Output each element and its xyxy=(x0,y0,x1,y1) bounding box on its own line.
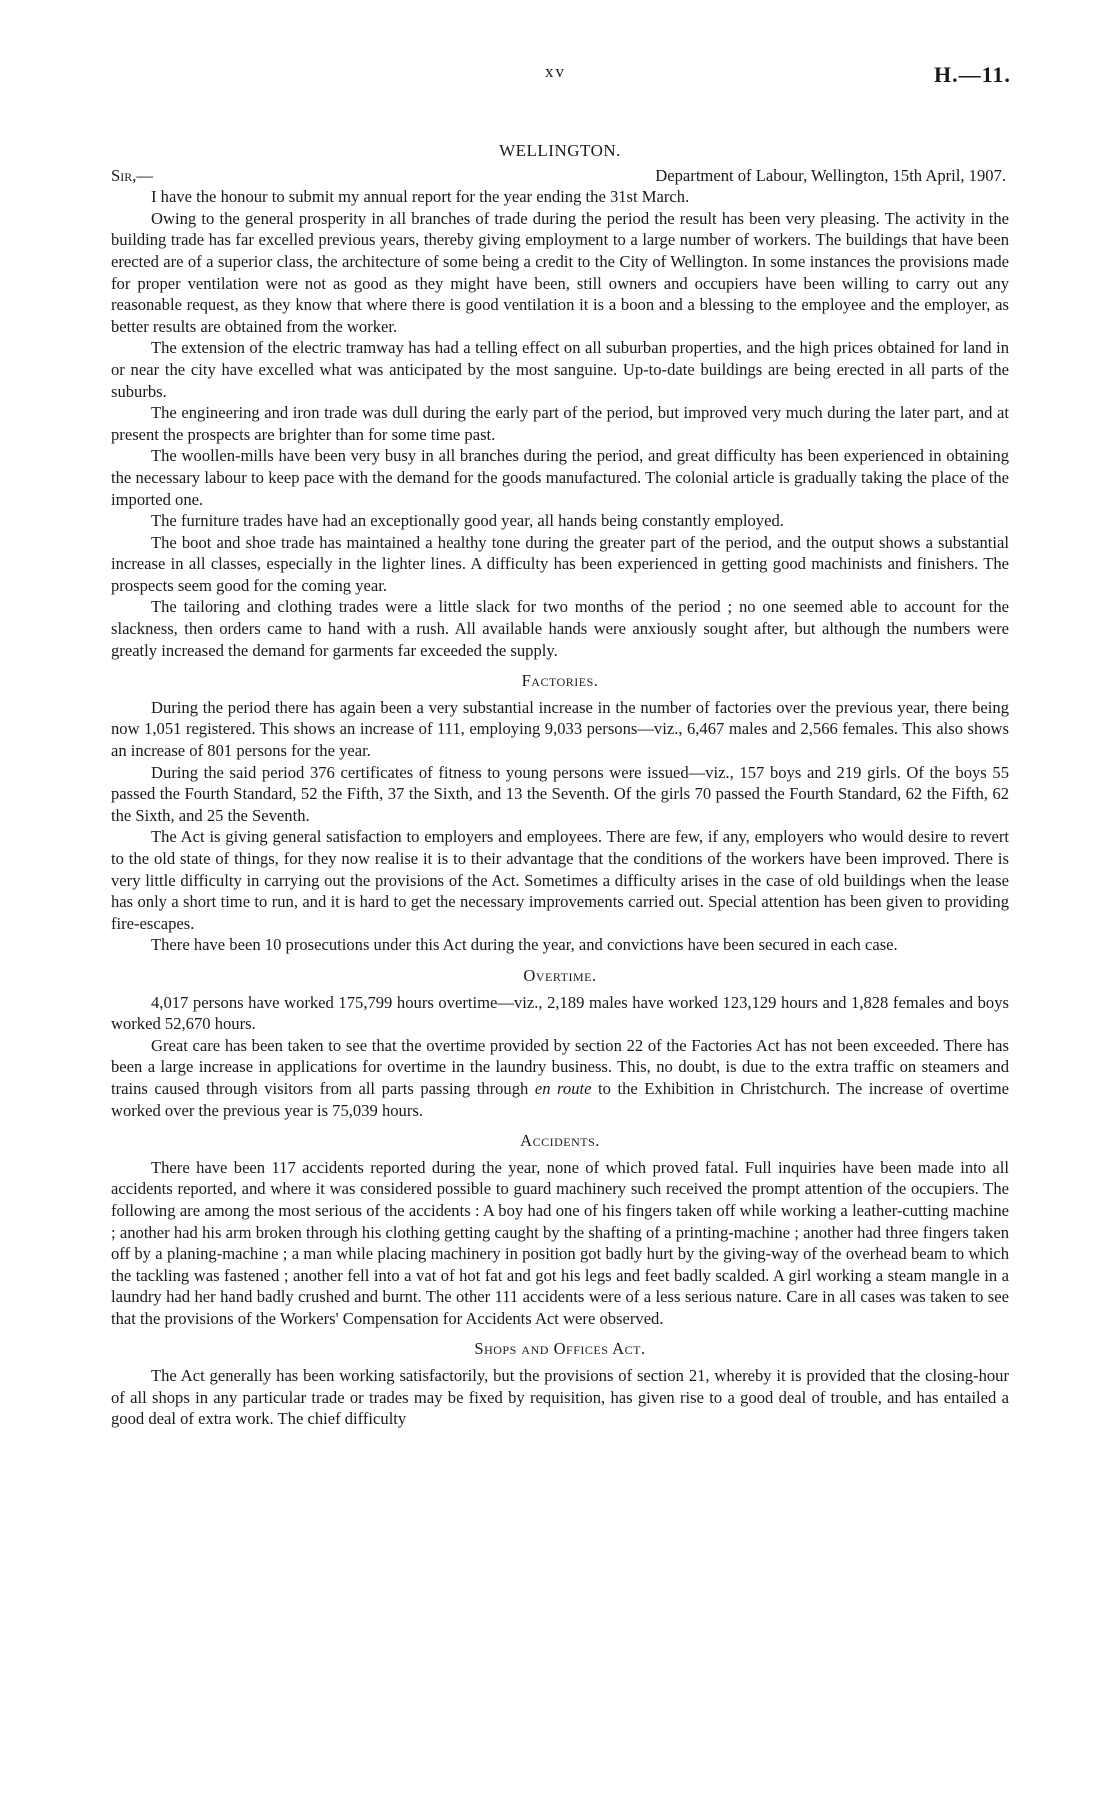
section-heading-accidents: Accidents. xyxy=(520,1131,600,1151)
paragraph-overtime-hours: 4,017 persons have worked 175,799 hours overtime—viz., 2,189 males have worked 123,129 hours and 1,828 females and boys worked 52,670 hours. xyxy=(111,992,1009,1034)
paragraph-tailoring: The tailoring and clothing trades were a little slack for two months of the period ; no one seemed able to account for the slackness, then orders came to hand with a rush. All available hands were anxiously sought after, but although the numbers were greatly increased the demand for garments far exceeded the supply. xyxy=(111,597,1009,660)
dateline: Department of Labour, Wellington, 15th April, 1907. xyxy=(655,165,1006,185)
section-heading-overtime: Overtime. xyxy=(523,965,597,985)
paragraph-accidents: There have been 117 accidents reported during the year, none of which proved fatal. Full inquiries have been made into all accidents reported, and where it was considered possible to guard machinery such received the prompt attention of the occupiers. The following are among the most serious of the accidents : A boy had one of his fingers taken off while working a leather-cutting machine ; another had his arm broken through his clothing getting caught by the shafting of a printing-machine ; another had three fingers taken off by a planing-machine ; a man while placing machinery in position got badly hurt by the giving-way of the overhead beam to which the tackling was fastened ; another fell into a vat of hot fat and got his legs and feet badly scalded. A girl working a steam mangle in a laundry had her hand badly crushed and burnt. The other 111 accidents were of a less serious nature. Care in all cases was taken to see that the provisions of the Workers' Compensation for Accidents Act were observed. xyxy=(111,1157,1009,1328)
paragraph-engineering: The engineering and iron trade was dull during the early part of the period, but improved very much during the later part, and at present the prospects are brighter than for some time past. xyxy=(111,403,1009,444)
salutation: Sir,— xyxy=(111,165,153,185)
paragraph-intro: I have the honour to submit my annual report for the year ending the 31st March. xyxy=(151,187,690,207)
report-body xyxy=(111,140,1009,1430)
paragraph-factories-registered: During the period there has again been a very substantial increase in the number of factories over the previous year, there being now 1,051 registered. This shows an increase of 111, employing 9,033 persons—viz., 6,467 males and 2,566 females. This also shows an increase of 801 persons for the year. xyxy=(111,697,1009,761)
paragraph-factories-act: The Act is giving general satisfaction to employers and employees. There are few, if any, employers who would desire to revert to the old state of things, for they now realise it is to their advantage that the conditions of the workers have been improved. There is very little difficulty in carrying out the provisions of the Act. Sometimes a difficulty arises in the case of old buildings when the lease has only a short time to run, and it is hard to get the necessary improvements carried out. Special attention has been given to providing fire-escapes. xyxy=(111,827,1009,933)
overtime-italic-phrase: en route xyxy=(534,1078,592,1098)
paragraph-overtime-care xyxy=(111,1035,1009,1121)
document-reference: H.—11. xyxy=(934,62,1011,87)
section-heading-factories: Factories. xyxy=(521,671,599,691)
paragraph-woollen-mills: The woollen-mills have been very busy in all branches during the period, and great difficulty has been experienced in obtaining the necessary labour to keep pace with the demand for the goods manufactured. The colonial article is gradually taking the place of the imported one. xyxy=(111,446,1009,509)
paragraph-factories-prosecutions: There have been 10 prosecutions under this Act during the year, and convictions have been secured in each case. xyxy=(151,935,898,955)
letter-city: WELLINGTON. xyxy=(499,141,621,160)
section-heading-shops-offices: Shops and Offices Act. xyxy=(474,1339,646,1359)
paragraph-factories-certificates: During the said period 376 certificates of fitness to young persons were issued—viz., 157 boys and 219 girls. Of the boys 55 passed the Fourth Standard, 52 the Fifth, 37 the Sixth, and 13 the Seventh. Of the girls 70 passed the Fourth Standard, 62 the Fifth, 62 the Sixth, and 25 the Seventh. xyxy=(111,762,1009,825)
paragraph-furniture: The furniture trades have had an exceptionally good year, all hands being constantly employed. xyxy=(151,511,784,531)
page-number: xv xyxy=(545,62,566,81)
letter-dateline-row xyxy=(111,165,1009,187)
paragraph-tramway: The extension of the electric tramway has had a telling effect on all suburban properties, and the high prices obtained for land in or near the city have excelled what was anticipated by the most sanguine. Up-to-date buildings are being erected in all parts of the suburbs. xyxy=(111,338,1009,401)
paragraph-building-trade: Owing to the general prosperity in all branches of trade during the period the result has been very pleasing. The activity in the building trade has far excelled previous years, thereby giving employment to a large number of workers. The buildings that have been erected are of a superior class, the architecture of some being a credit to the City of Wellington. In some instances the provisions made for proper ventilation were not as good as they might have been, still owners and occupiers have been willing to carry out any reasonable request, as they know that where there is good ventilation it is a boon and a blessing to the employee and the employer, as better results are obtained from the worker. xyxy=(111,208,1009,336)
overtime-text-before: Great care has been taken to see that the overtime provided by section 22 of the Factories Act has not been exceeded. There has been a large increase in applications for overtime in the laundry business. This, no doubt, is due to the extra traffic on steamers and trains caused through visitors from all parts passing through xyxy=(111,1035,1009,1098)
paragraph-shops-offices: The Act generally has been working satisfactorily, but the provisions of section 21, whereby it is provided that the closing-hour of all shops in any particular trade or trades may be fixed by requisition, has given rise to a good deal of trouble, and has entailed a good deal of extra work. The chief difficulty xyxy=(111,1366,1009,1429)
overtime-text-after: to the Exhibition in Christchurch. The increase of overtime worked over the previous year is 75,039 hours. xyxy=(111,1078,1009,1120)
paragraph-boot-shoe: The boot and shoe trade has maintained a healthy tone during the greater part of the period, and the output shows a substantial increase in all classes, especially in the lighter lines. A difficulty has been experienced in getting good machinists and finishers. The prospects seem good for the coming year. xyxy=(111,532,1009,595)
